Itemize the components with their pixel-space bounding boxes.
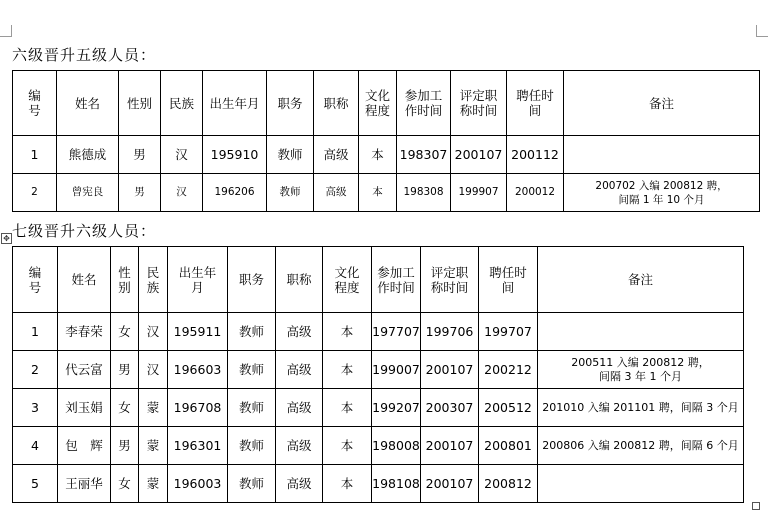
table-seven-to-six bbox=[12, 246, 744, 503]
cell-gender: 女 bbox=[111, 313, 139, 351]
table-header-row bbox=[13, 247, 744, 313]
cell-name: 刘玉娟 bbox=[58, 389, 111, 427]
cell-name: 曾宪良 bbox=[57, 174, 119, 212]
cell-education: 本 bbox=[359, 174, 397, 212]
cell-gender: 女 bbox=[111, 465, 139, 503]
cell-ethnicity: 汉 bbox=[139, 313, 168, 351]
cell-position: 教师 bbox=[228, 427, 276, 465]
header-cell-position bbox=[267, 71, 314, 136]
cell-ethnicity: 汉 bbox=[139, 351, 168, 389]
header-label: 出生年 月 bbox=[178, 264, 217, 295]
cell-work-start: 198108 bbox=[372, 465, 421, 503]
cell-appoint-date: 200012 bbox=[507, 174, 564, 212]
cell-remarks: 200806 入编 200812 聘，间隔 6 个月 bbox=[538, 427, 744, 465]
header-label: 编 号 bbox=[28, 88, 41, 118]
header-label: 评定职 称时间 bbox=[430, 264, 469, 295]
header-cell-ethnicity bbox=[139, 247, 168, 313]
cell-title: 高级 bbox=[276, 389, 323, 427]
header-cell-birth bbox=[203, 71, 267, 136]
cell-work-start: 197707 bbox=[372, 313, 421, 351]
cell-title-date: 199907 bbox=[451, 174, 507, 212]
cell-birth: 196301 bbox=[168, 427, 228, 465]
cell-ethnicity: 蒙 bbox=[139, 427, 168, 465]
cell-number: 4 bbox=[13, 427, 58, 465]
header-label: 备注 bbox=[648, 95, 674, 111]
cell-birth: 196603 bbox=[168, 351, 228, 389]
header-label: 编 号 bbox=[28, 264, 42, 295]
cell-work-start: 198308 bbox=[397, 174, 451, 212]
header-cell-title-date bbox=[421, 247, 479, 313]
header-cell-appoint-date bbox=[507, 71, 564, 136]
cell-title: 高级 bbox=[276, 313, 323, 351]
table-row bbox=[13, 465, 744, 503]
cell-remarks bbox=[564, 136, 760, 174]
cell-gender: 男 bbox=[119, 174, 161, 212]
table-row bbox=[13, 174, 760, 212]
cell-title: 高级 bbox=[276, 351, 323, 389]
cell-education: 本 bbox=[323, 427, 372, 465]
header-cell-work-start bbox=[397, 71, 451, 136]
cell-ethnicity: 蒙 bbox=[139, 465, 168, 503]
cell-appoint-date: 200801 bbox=[479, 427, 538, 465]
cell-title: 高级 bbox=[276, 465, 323, 503]
header-label: 姓名 bbox=[71, 272, 97, 287]
cell-name: 王丽华 bbox=[58, 465, 111, 503]
cell-work-start: 199207 bbox=[372, 389, 421, 427]
header-label: 职务 bbox=[238, 272, 264, 287]
resize-handle-icon[interactable] bbox=[752, 502, 760, 510]
cell-appoint-date: 200512 bbox=[479, 389, 538, 427]
cell-work-start: 199007 bbox=[372, 351, 421, 389]
cell-education: 本 bbox=[323, 389, 372, 427]
cell-name: 包 辉 bbox=[58, 427, 111, 465]
cell-work-start: 198307 bbox=[397, 136, 451, 174]
header-cell-remarks bbox=[538, 247, 744, 313]
cell-position: 教师 bbox=[267, 136, 314, 174]
cell-title-date: 200107 bbox=[421, 465, 479, 503]
cell-appoint-date: 199707 bbox=[479, 313, 538, 351]
header-label: 文化 程度 bbox=[364, 88, 390, 118]
margin-corner-top-left bbox=[0, 25, 12, 37]
cell-education: 本 bbox=[359, 136, 397, 174]
header-cell-remarks bbox=[564, 71, 760, 136]
cell-number: 2 bbox=[13, 174, 57, 212]
header-cell-education bbox=[323, 247, 372, 313]
cell-position: 教师 bbox=[267, 174, 314, 212]
cell-birth: 195910 bbox=[203, 136, 267, 174]
header-label: 文化 程度 bbox=[334, 264, 360, 295]
cell-ethnicity: 汉 bbox=[161, 174, 203, 212]
cell-position: 教师 bbox=[228, 313, 276, 351]
cell-remarks bbox=[538, 313, 744, 351]
header-label: 职称 bbox=[286, 272, 312, 287]
table-six-to-five bbox=[12, 70, 760, 212]
cell-name: 李春荣 bbox=[58, 313, 111, 351]
section2-heading: 七级晋升六级人员： bbox=[12, 222, 157, 240]
cell-gender: 男 bbox=[111, 351, 139, 389]
cell-number: 5 bbox=[13, 465, 58, 503]
cell-gender: 女 bbox=[111, 389, 139, 427]
header-label: 性 别 bbox=[118, 264, 131, 295]
cell-name: 代云富 bbox=[58, 351, 111, 389]
header-label: 性别 bbox=[126, 95, 152, 111]
header-label: 聘任时 间 bbox=[516, 88, 554, 118]
cell-education: 本 bbox=[323, 351, 372, 389]
header-cell-number bbox=[13, 71, 57, 136]
header-cell-ethnicity bbox=[161, 71, 203, 136]
cell-education: 本 bbox=[323, 465, 372, 503]
header-label: 民 族 bbox=[146, 264, 160, 295]
cell-appoint-date: 200212 bbox=[479, 351, 538, 389]
cell-number: 1 bbox=[13, 136, 57, 174]
table-row bbox=[13, 351, 744, 389]
header-label: 聘任时 间 bbox=[489, 264, 527, 295]
header-cell-title bbox=[276, 247, 323, 313]
cell-birth: 196708 bbox=[168, 389, 228, 427]
header-label: 民族 bbox=[168, 95, 194, 111]
cell-title-date: 200107 bbox=[421, 351, 479, 389]
table-row bbox=[13, 389, 744, 427]
cell-title-date: 200307 bbox=[421, 389, 479, 427]
cell-ethnicity: 汉 bbox=[161, 136, 203, 174]
cell-remarks: 200702 入编 200812 聘， 间隔 1 年 10 个月 bbox=[564, 174, 760, 212]
cell-remarks bbox=[538, 465, 744, 503]
header-cell-title-date bbox=[451, 71, 507, 136]
header-label: 评定职 称时间 bbox=[459, 88, 498, 118]
header-cell-gender bbox=[119, 71, 161, 136]
table-header-row bbox=[13, 71, 760, 136]
header-label: 姓名 bbox=[74, 95, 100, 111]
header-label: 参加工 作时间 bbox=[377, 264, 415, 295]
cell-name: 熊德成 bbox=[57, 136, 119, 174]
cell-position: 教师 bbox=[228, 389, 276, 427]
cell-position: 教师 bbox=[228, 465, 276, 503]
header-cell-education bbox=[359, 71, 397, 136]
cell-birth: 195911 bbox=[168, 313, 228, 351]
cell-title-date: 200107 bbox=[421, 427, 479, 465]
header-label: 参加工 作时间 bbox=[404, 88, 443, 118]
move-icon[interactable]: ✥ bbox=[1, 233, 12, 244]
table-row bbox=[13, 313, 744, 351]
cell-title-date: 200107 bbox=[451, 136, 507, 174]
cell-appoint-date: 200812 bbox=[479, 465, 538, 503]
cell-remarks: 200511 入编 200812 聘， 间隔 3 年 1 个月 bbox=[538, 351, 744, 389]
cell-position: 教师 bbox=[228, 351, 276, 389]
cell-number: 1 bbox=[13, 313, 58, 351]
header-label: 职称 bbox=[323, 95, 349, 111]
header-cell-gender bbox=[111, 247, 139, 313]
cell-number: 3 bbox=[13, 389, 58, 427]
header-cell-name bbox=[57, 71, 119, 136]
table-row bbox=[13, 427, 744, 465]
cell-ethnicity: 蒙 bbox=[139, 389, 168, 427]
header-cell-appoint-date bbox=[479, 247, 538, 313]
cell-remarks: 201010 入编 201101 聘，间隔 3 个月 bbox=[538, 389, 744, 427]
cell-work-start: 198008 bbox=[372, 427, 421, 465]
margin-corner-top-right bbox=[756, 25, 768, 37]
header-cell-birth bbox=[168, 247, 228, 313]
header-label: 备注 bbox=[627, 272, 653, 287]
cell-birth: 196206 bbox=[203, 174, 267, 212]
cell-gender: 男 bbox=[119, 136, 161, 174]
cell-title: 高级 bbox=[314, 174, 359, 212]
header-cell-work-start bbox=[372, 247, 421, 313]
header-cell-name bbox=[58, 247, 111, 313]
cell-birth: 196003 bbox=[168, 465, 228, 503]
header-cell-title bbox=[314, 71, 359, 136]
header-label: 职务 bbox=[277, 95, 303, 111]
cell-title: 高级 bbox=[276, 427, 323, 465]
cell-title: 高级 bbox=[314, 136, 359, 174]
cell-appoint-date: 200112 bbox=[507, 136, 564, 174]
cell-education: 本 bbox=[323, 313, 372, 351]
header-cell-number bbox=[13, 247, 58, 313]
cell-gender: 男 bbox=[111, 427, 139, 465]
cell-number: 2 bbox=[13, 351, 58, 389]
header-cell-position bbox=[228, 247, 276, 313]
header-label: 出生年月 bbox=[209, 95, 260, 111]
section1-heading: 六级晋升五级人员： bbox=[12, 46, 157, 64]
cell-title-date: 199706 bbox=[421, 313, 479, 351]
table-row bbox=[13, 136, 760, 174]
